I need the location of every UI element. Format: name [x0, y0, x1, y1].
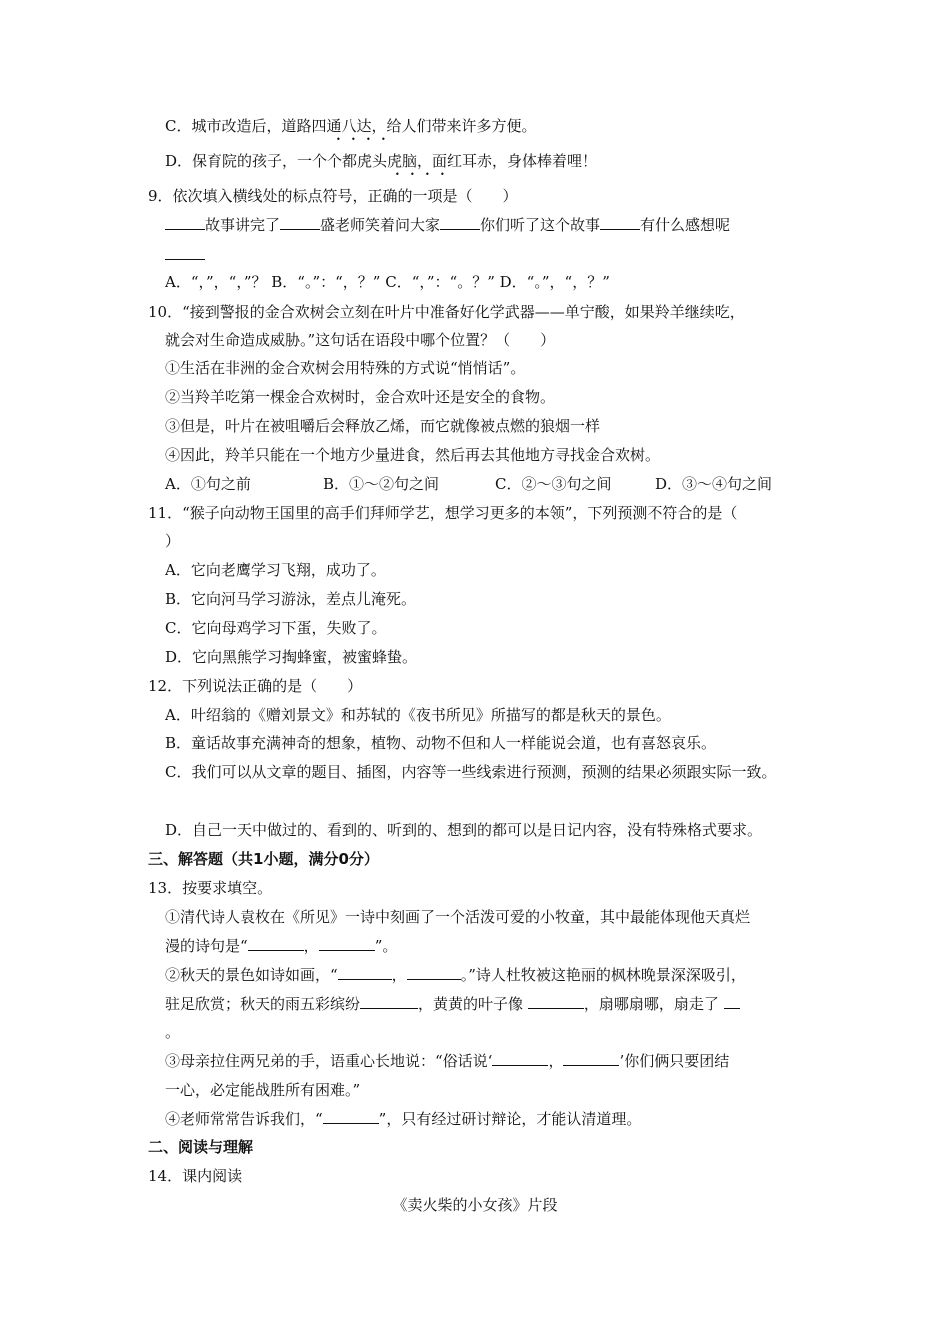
q13-item-2-line-3: 。 — [165, 1023, 181, 1041]
q10-option-b: B．①～②句之间 — [323, 475, 440, 493]
q10-sentence-3: ③但是，叶片在被咀嚼后会释放乙烯，而它就像被点燃的狼烟一样 — [165, 417, 601, 435]
q10-sentence-1: ①生活在非洲的金合欢树会用特殊的方式说“悄悄话”。 — [165, 359, 526, 377]
emphasis-dot: • — [425, 170, 430, 179]
answer-blank[interactable] — [528, 994, 584, 1009]
q9-part-1: 故事讲完了 — [205, 216, 281, 234]
answer-blank[interactable] — [323, 1109, 379, 1124]
passage-title: 《卖火柴的小女孩》片段 — [392, 1196, 558, 1214]
q13-stem: 13．按要求填空。 — [148, 879, 273, 897]
answer-blank[interactable] — [165, 215, 205, 230]
q9-part-4: 有什么感想呢 — [640, 216, 731, 234]
emphasis-dot: • — [336, 135, 341, 144]
q10-option-c: C．②～③句之间 — [495, 475, 612, 493]
text: ③母亲拉住两兄弟的手，语重心长地说：“俗话说‘ — [165, 1052, 493, 1070]
text: ”，只有经过研讨辩论，才能认清道理。 — [378, 1110, 642, 1128]
q12-stem: 12．下列说法正确的是（ ） — [148, 677, 363, 695]
answer-blank[interactable] — [319, 936, 375, 951]
q9-sentence — [165, 215, 730, 235]
q10-stem-line-2: 就会对生命造成威胁。”这句话在语段中哪个位置？（ ） — [165, 331, 556, 349]
q9-stem: 9．依次填入横线处的标点符号，正确的一项是（ ） — [148, 187, 518, 205]
emphasis-dot: • — [366, 135, 371, 144]
answer-blank[interactable] — [165, 245, 205, 260]
answer-blank[interactable] — [360, 994, 418, 1009]
q13-item-4 — [165, 1109, 641, 1129]
q13-item-1-line-1: ①清代诗人袁枚在《所见》一诗中刻画了一个活泼可爱的小牧童，其中最能体现他天真烂 — [165, 908, 751, 926]
text: ④老师常常告诉我们，“ — [165, 1110, 323, 1128]
q9-part-2: 盛老师笑着问大家 — [320, 216, 441, 234]
text: 。”诗人杜牧被这艳丽的枫林晚景深深吸引， — [460, 966, 746, 984]
q12-option-c: C．我们可以从文章的题目、插图，内容等一些线索进行预测，预测的结果必须跟实际一致。 — [165, 763, 777, 781]
answer-blank[interactable] — [492, 1051, 548, 1066]
q9-options: A．“，”，“，”？ B．“。”：“，？” C．“，”：“。？” D．“。”，“，？” — [165, 273, 610, 291]
section-2-heading: 二、阅读与理解 — [148, 1138, 254, 1156]
q11-stem-line-2: ） — [165, 532, 181, 550]
answer-blank[interactable] — [600, 215, 640, 230]
q10-sentence-4: ④因此，羚羊只能在一个地方少量进食，然后再去其他地方寻找金合欢树。 — [165, 446, 661, 464]
text: ，扇哪扇哪，扇走了 — [583, 995, 719, 1013]
answer-blank[interactable] — [563, 1051, 619, 1066]
answer-blank[interactable] — [248, 936, 304, 951]
emphasis-dot: • — [395, 170, 400, 179]
q10-option-a: A．①句之前 — [165, 475, 251, 493]
emphasis-dot: • — [381, 135, 386, 144]
q11-stem-line-1: 11．“猴子向动物王国里的高手们拜师学艺，想学习更多的本领”，下列预测不符合的是（ — [148, 504, 738, 522]
text: ， — [548, 1052, 564, 1070]
section-3-heading: 三、解答题（共1小题，满分0分） — [148, 850, 379, 868]
text: 驻足欣赏；秋天的雨五彩缤纷 — [165, 995, 361, 1013]
q8-option-c: C．城市改造后，道路四通八达，给人们带来许多方便。 — [165, 117, 537, 135]
q14-stem: 14．课内阅读 — [148, 1167, 243, 1185]
q13-item-3-line-1 — [165, 1051, 729, 1071]
q12-option-b: B．童话故事充满神奇的想象，植物、动物不但和人一样能说会道，也有喜怒哀乐。 — [165, 734, 717, 752]
q11-option-c: C．它向母鸡学习下蛋，失败了。 — [165, 619, 387, 637]
q13-item-2-line-1 — [165, 965, 746, 985]
answer-blank[interactable] — [724, 994, 740, 1009]
q12-option-a: A．叶绍翁的《赠刘景文》和苏轼的《夜书所见》所描写的都是秋天的景色。 — [165, 706, 671, 724]
text: ”。 — [374, 937, 398, 955]
q12-option-d: D．自己一天中做过的、看到的、听到的、想到的都可以是日记内容，没有特殊格式要求。 — [165, 821, 763, 839]
q10-stem-line-1: 10．“接到警报的金合欢树会立刻在叶片中准备好化学武器——单宁酸，如果羚羊继续吃， — [148, 303, 745, 321]
q11-option-d: D．它向黑熊学习掏蜂蜜，被蜜蜂蛰。 — [165, 648, 418, 666]
emphasis-dot: • — [410, 170, 415, 179]
answer-blank[interactable] — [407, 965, 461, 980]
q8-option-d: D．保育院的孩子，一个个都虎头虎脑，面红耳赤，身体棒着哩！ — [165, 152, 598, 170]
q13-item-3-line-2: 一心，必定能战胜所有困难。” — [165, 1081, 361, 1099]
text: ， — [391, 966, 407, 984]
answer-blank[interactable] — [280, 215, 320, 230]
answer-blank[interactable] — [440, 215, 480, 230]
text: ，黄黄的叶子像 — [418, 995, 524, 1013]
text: ’你们俩只要团结 — [619, 1052, 730, 1070]
q10-option-d: D．③～④句之间 — [655, 475, 773, 493]
q9-trailing — [165, 245, 205, 265]
q9-part-3: 你们听了这个故事 — [480, 216, 601, 234]
q13-item-2-line-2 — [165, 994, 740, 1014]
q11-option-a: A．它向老鹰学习飞翔，成功了。 — [165, 561, 386, 579]
q13-item-1-line-2 — [165, 936, 397, 956]
q10-sentence-2: ②当羚羊吃第一棵金合欢树时，金合欢叶还是安全的食物。 — [165, 388, 556, 406]
q11-option-b: B．它向河马学习游泳，差点儿淹死。 — [165, 590, 417, 608]
text: 漫的诗句是“ — [165, 937, 248, 955]
emphasis-dot: • — [440, 170, 445, 179]
answer-blank[interactable] — [338, 965, 392, 980]
text: ， — [303, 937, 319, 955]
text: ②秋天的景色如诗如画，“ — [165, 966, 338, 984]
emphasis-dot: • — [351, 135, 356, 144]
